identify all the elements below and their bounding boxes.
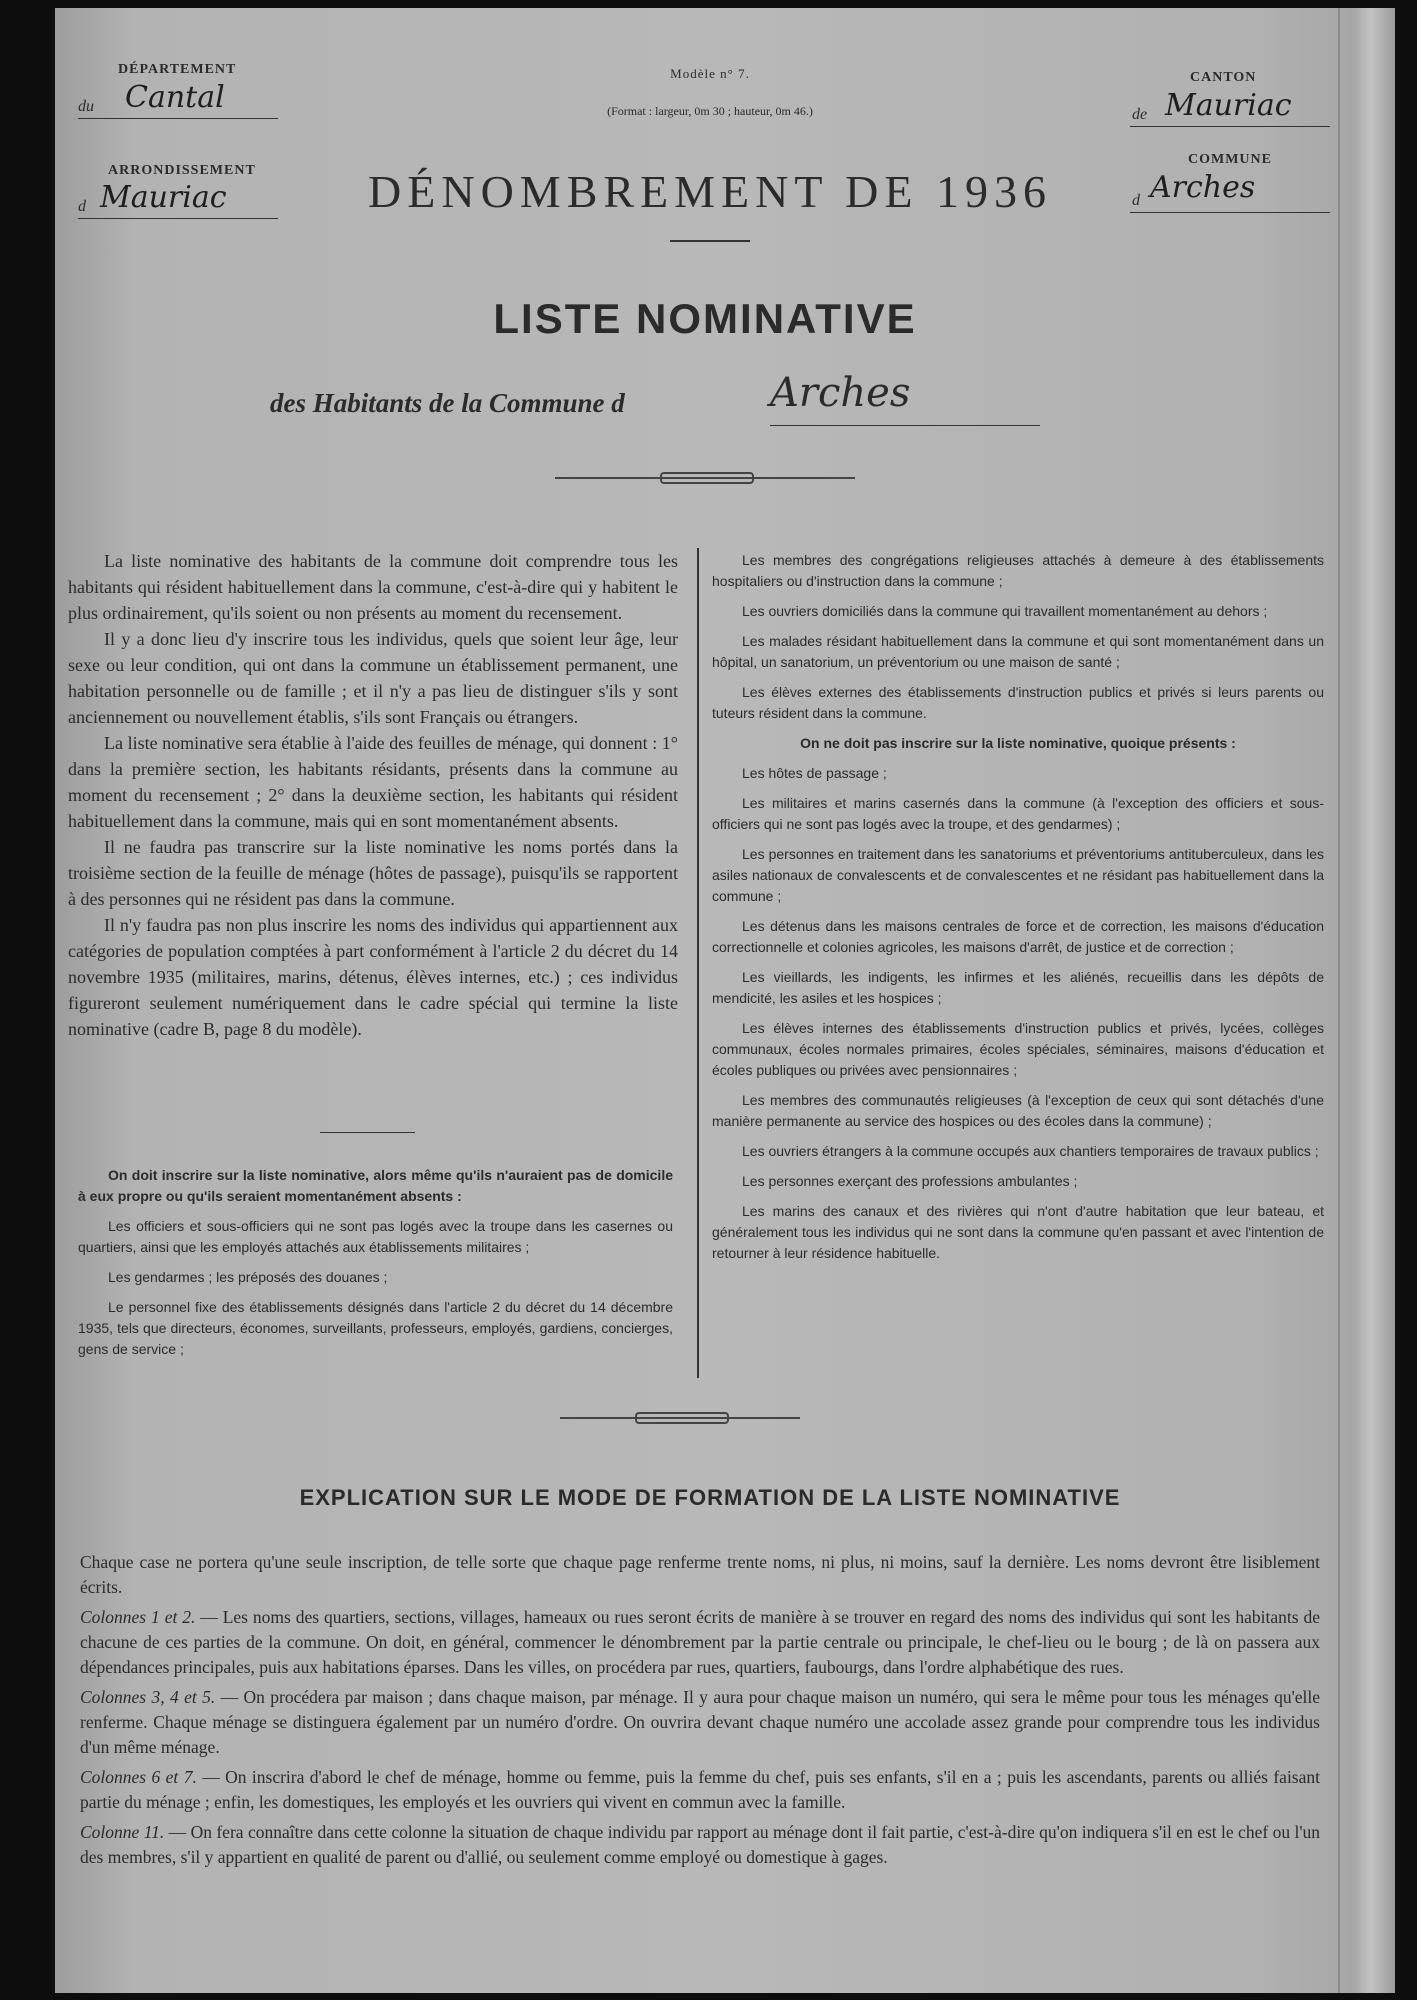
- right-paragraph: Les hôtes de passage ;: [742, 765, 887, 781]
- right-paragraph: Les membres des communautés religieuses (à l'exception de ceux qui sont détachés d'une manière permanente au service des hospices ou des écoles dans la commune) ;: [712, 1092, 1324, 1129]
- right-paragraph: Les personnes exerçant des professions ambulantes ;: [742, 1173, 1078, 1189]
- left-small-column: [78, 1165, 673, 1369]
- departement-label: DÉPARTEMENT: [118, 62, 237, 77]
- left-small-paragraph: Les officiers et sous-officiers qui ne sont pas logés avec la troupe dans les casernes ou quartiers, ainsi que les employés attachés aux établissements militaires ;: [78, 1218, 673, 1255]
- denombrement-title: DÉNOMBREMENT DE 1936: [368, 166, 1052, 217]
- left-paragraph: La liste nominative sera établie à l'aide des feuilles de ménage, qui donnent : 1° dans la première section, les habitants résidants, présents dans la commune au moment du recensement ; 2° dans la deuxième section, les habitants qui résident habituellement dans la commune, mais qui en sont momentanément absents.: [68, 733, 678, 831]
- page-edge: [1355, 8, 1395, 1993]
- right-paragraph: Les détenus dans les maisons centrales de force et de correction, les maisons d'éducation correctionnelle et colonies agricoles, les maisons d'arrêt, de justice et de correction ;: [712, 918, 1324, 955]
- explication-paragraph: — Les noms des quartiers, sections, villages, hameaux ou rues seront écrits de manière à se trouver en regard des noms des individus qui sont les habitants de chacune de ces parties de la commune. On doit, en général, commencer le dénombrement par la partie centrale ou principale, le chef-lieu ou le bourg ; de là on passera aux dépendances principales, puis aux habitations éparses. Dans les villes, on procédera par rues, quartiers, faubourgs, dans l'ordre alphabétique des rues.: [80, 1607, 1321, 1677]
- explication-paragraph: — On inscrira d'abord le chef de ménage, homme ou femme, puis la femme du chef, puis ses enfants, s'il en a ; puis les ascendants, parents ou alliés faisant partie du ménage ; enfin, les domestiques, les employés et les ouvriers qui vivent en commun avec la famille.: [80, 1767, 1320, 1812]
- colonne-label: Colonne 11.: [80, 1822, 165, 1842]
- colonnes-label: Colonnes 6 et 7.: [80, 1767, 197, 1787]
- ornament-center: [660, 472, 754, 484]
- right-paragraph: Les élèves internes des établissements d'instruction publics et privés, lycées, collèges communaux, écoles normales primaires, écoles spéciales, séminaires, maisons d'éducation et écoles publiques ou privées avec pensionnaires ;: [712, 1020, 1324, 1078]
- left-small-paragraph: Le personnel fixe des établissements désignés dans l'article 2 du décret du 14 décembre 1935, tels que directeurs, économes, surveillants, professeurs, employés, gardiens, concierges, gens de service ;: [78, 1299, 673, 1357]
- commune-handwritten: Arches: [770, 370, 911, 416]
- commune-prefix: d: [1132, 192, 1140, 209]
- right-column: [712, 550, 1324, 1273]
- right-paragraph: Les ouvriers domiciliés dans la commune qui travaillent momentanément au dehors ;: [742, 603, 1268, 619]
- canton-prefix: de: [1132, 106, 1148, 123]
- right-paragraph: Les membres des congrégations religieuses attachés à demeure à des établissements hospitaliers ou d'instruction dans la commune ;: [712, 552, 1324, 589]
- left-paragraph: La liste nominative des habitants de la commune doit comprendre tous les habitants qui résident habituellement dans la commune, c'est-à-dire qui y habitent le plus ordinairement, qu'ils soient ou non présents au moment du recensement.: [68, 551, 678, 623]
- liste-nominative-title: LISTE NOMINATIVE: [493, 295, 917, 342]
- arrondissement-prefix: d: [78, 198, 86, 215]
- format-note: (Format : largeur, 0m 30 ; hauteur, 0m 46.): [607, 104, 813, 118]
- canton-label: CANTON: [1190, 70, 1257, 85]
- departement-prefix: du: [78, 98, 94, 115]
- arrondissement-value: Mauriac: [100, 180, 227, 215]
- colonnes-label: Colonnes 3, 4 et 5.: [80, 1687, 216, 1707]
- explication-paragraph: Chaque case ne portera qu'une seule inscription, de telle sorte que chaque page renferme trente noms, ni plus, ni moins, sauf la dernière. Les noms devront être lisiblement écrits.: [80, 1552, 1320, 1597]
- habitants-subtitle: des Habitants de la Commune d: [270, 388, 625, 418]
- ornament-center-2: [635, 1412, 729, 1424]
- explication-paragraph: — On procédera par maison ; dans chaque maison, par ménage. Il y aura pour chaque maison un numéro, qui sera le même pour tous les ménages qu'elle renferme. Chaque ménage se distinguera également par un numéro d'ordre. On ouvrira devant chaque numéro une accolade assez grande pour comprendre tous les individus d'un même ménage.: [80, 1687, 1320, 1757]
- column-divider: [697, 548, 699, 1378]
- commune-value: Arches: [1150, 170, 1256, 205]
- left-paragraph: Il n'y faudra pas non plus inscrire les noms des individus qui appartiennent aux catégories de population comptées à part conformément à l'article 2 du décret du 14 novembre 1935 (militaires, marins, détenus, élèves internes, etc.) ; ces individus figureront seulement numériquement dans le cadre spécial qui termine la liste nominative (cadre B, page 8 du modèle).: [68, 915, 678, 1039]
- commune-label: COMMUNE: [1188, 152, 1272, 167]
- page-fold: [1338, 8, 1340, 1993]
- left-paragraph: Il y a donc lieu d'y inscrire tous les individus, quels que soient leur âge, leur sexe ou leur condition, qui ont dans la commune un établissement permanent, une habitation personnelle ou de famille ; et il n'y a pas lieu de distinguer s'ils y sont anciennement ou nouvellement établis, s'ils sont Français ou étrangers.: [68, 629, 678, 727]
- commune-underline: [1130, 212, 1330, 213]
- right-paragraph: Les élèves externes des établissements d'instruction publics et privés si leurs parents ou tuteurs résident dans la commune.: [712, 684, 1324, 721]
- right-subheading: On ne doit pas inscrire sur la liste nominative, quoique présents :: [800, 735, 1236, 751]
- right-paragraph: Les militaires et marins casernés dans la commune (à l'exception des officiers et sous-officiers qui ne sont pas logés avec la troupe, et des gendarmes) ;: [712, 795, 1324, 832]
- left-paragraph: Il ne faudra pas transcrire sur la liste nominative les noms portés dans la troisième section de la feuille de ménage (hôtes de passage), puisqu'ils se rapportent à des personnes qui ne résident pas dans la commune.: [68, 837, 678, 909]
- right-paragraph: Les personnes en traitement dans les sanatoriums et préventoriums antituberculeux, dans les asiles nationaux de convalescents et de convalescentes et ne résidant pas habituellement dans la commune ;: [712, 846, 1324, 904]
- right-paragraph: Les ouvriers étrangers à la commune occupés aux chantiers temporaires de travaux publics ;: [742, 1143, 1319, 1159]
- departement-underline: [78, 118, 278, 119]
- departement-value: Cantal: [125, 80, 225, 115]
- left-column: [68, 548, 678, 1042]
- left-small-paragraph: Les gendarmes ; les préposés des douanes ;: [108, 1269, 388, 1285]
- arrondissement-label: ARRONDISSEMENT: [108, 163, 256, 178]
- explication-title: EXPLICATION SUR LE MODE DE FORMATION DE LA LISTE NOMINATIVE: [299, 1485, 1121, 1510]
- right-paragraph: Les marins des canaux et des rivières qui n'ont d'autre habitation que leur bateau, et généralement tous les individus qui ne sont dans la commune qu'en passant et avec l'intention de retourner à leur résidence habituelle.: [712, 1203, 1324, 1261]
- right-paragraph: Les vieillards, les indigents, les infirmes et les aliénés, recueillis dans les dépôts de mendicité, les asiles et les hospices ;: [712, 969, 1324, 1006]
- modele-number: Modèle n° 7.: [670, 66, 750, 81]
- left-small-intro: On doit inscrire sur la liste nominative, alors même qu'ils n'auraient pas de domicile à eux propre ou qu'ils seraient momentanément absents :: [78, 1167, 673, 1204]
- canton-value: Mauriac: [1165, 88, 1292, 123]
- colonnes-label: Colonnes 1 et 2.: [80, 1607, 196, 1627]
- commune-handwritten-underline: [770, 425, 1040, 426]
- left-separator: [320, 1132, 415, 1133]
- arrondissement-underline: [78, 218, 278, 219]
- explication-body: [80, 1550, 1320, 1875]
- explication-paragraph: — On fera connaître dans cette colonne la situation de chaque individu par rapport au ménage dont il fait partie, c'est-à-dire qu'on indiquera s'il en est le chef ou l'un des membres, s'il y appartient en qualité de parent ou d'allié, ou seulement comme employé ou domestique à gages.: [80, 1822, 1320, 1867]
- right-paragraph: Les malades résidant habituellement dans la commune et qui sont momentanément dans un hôpital, un sanatorium, un préventorium ou une maison de santé ;: [712, 633, 1324, 670]
- canton-underline: [1130, 126, 1330, 127]
- title-rule: [670, 240, 750, 242]
